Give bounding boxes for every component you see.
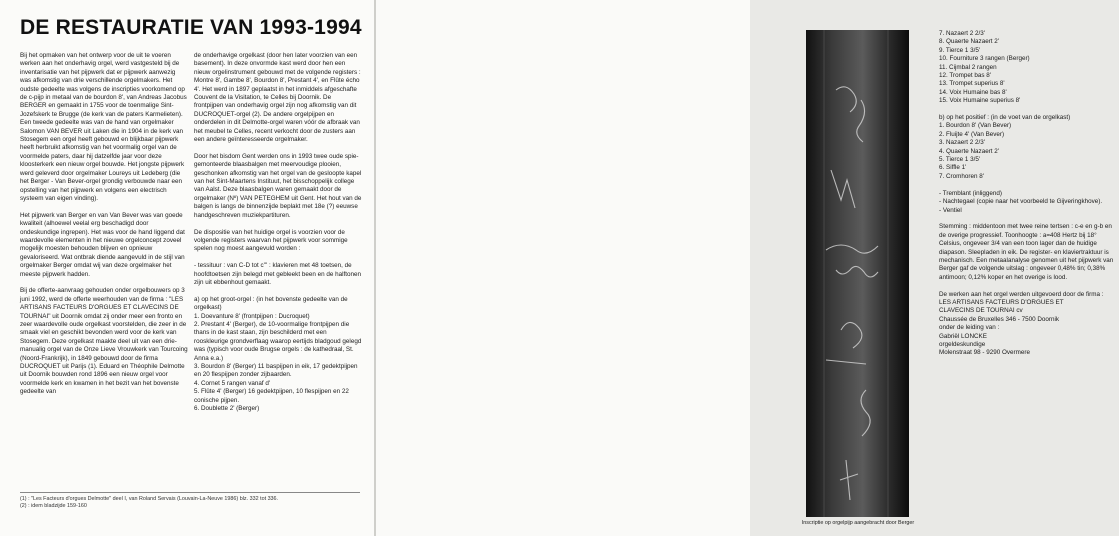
builder-address	[939, 299, 1119, 358]
left-page	[0, 0, 374, 536]
paragraph: Bij de offerte-aanvraag gehouden onder orgelbouwers op 3 juni 1992, werd de offerte weerhouden van de firma : "LES ARTISANS FACTEURS D'ORGUES ET CLAVECINS DE TOURNAI" uit Doornik omdat zij onder meer een fronto en zeer waardevolle oude orgelkast voorstelden, die zeer in de smaak viel en geschikt bevonden werd voor de kerk van Stosegem. Deze orgelkast maakte deel uit van een drie-manualig orgel van de Onze Lieve Vrouwkerk van Tourcoing (Noord-Frankrijk), in 1849 gebouwd door de firma DUCROQUET uit Parijs (1). Eduard en Théophile Delmotte uit Doornik bouwden rond 1896 een nieuw orgel voor voormelde kerk en kwamen in het bezit van het bovenste gedeelte van	[20, 287, 188, 396]
stop-item: 7. Cromhoren 8'	[939, 172, 984, 180]
extra-stops	[939, 190, 1119, 215]
stop-item: 2. Fluijte 4' (Van Bever)	[939, 130, 1005, 138]
paragraph: de onderhavige orgelkast (door hen later voorzien van een basement). In deze onvormde kast werd door hen een nieuw orgelinstrument gebouwd met de volgende registers : Montre 8', Gambe 8', Bourdon 8', Prestant 4', en Flûte écho 4'. Het werd in 1897 geplaatst in het inmiddels afgeschafte Couvent de la Visitation, te Celles bij Doornik. De frontpijpen van onderhavig orgel zijn nog afkomstig van dit DUCROQUET-orgel (2). De andere orgelpijpen en onderdelen in dit Delmotte-orgel waren vóór de afbraak van het meubel te Celles, recent verkocht door de zusters aan een andere geïnteresseerde orgelmaker.	[194, 52, 361, 144]
stop-item: 6. Siffle 1'	[939, 164, 967, 172]
builder-line: Molenstraat 98 - 9290 Overmere	[939, 349, 1030, 357]
builder-line: orgeldeskundige	[939, 340, 986, 348]
stop-item: 10. Fourniture 3 rangen (Berger)	[939, 55, 1030, 63]
positive-stops	[939, 122, 1119, 181]
page-title: DE RESTAURATIE VAN 1993-1994	[20, 16, 362, 39]
organ-pipe-photo	[806, 30, 909, 517]
paragraph: Het pijpwerk van Berger en van Van Bever was van goede kwaliteit (alhoewel veelal erg beschadigd door ondeskundige ingrepen). Het was voor de hand liggend dat waardevolle elementen in het nieuwe orgelconcept zoveel mogelijk moesten behouden blijven en opnieuw gevaloriseerd. Wat ontbrak diende aangevuld in de stijl van orgelmaker Berger omdat wij van deze orgelmaker het meeste pijpwerk hadden.	[20, 211, 185, 278]
builder-line: onder de leiding van :	[939, 324, 1000, 332]
stop-item: 7. Nazaert 2 2/3'	[939, 30, 986, 37]
stop-item: 8. Quaerte Nazaert 2'	[939, 38, 1000, 46]
stop-item: 1. Bourdon 8' (Van Bever)	[939, 122, 1012, 130]
paragraph: - tessituur : van C-D tot c''' : klavieren met 48 toetsen, de hoofdtoetsen zijn belegd met gebleekt been en de halftonen zijn uit ebbenhout gemaakt.	[194, 262, 361, 286]
great-organ-stops-continued	[939, 30, 1119, 106]
stop-item: 4. Quaerte Nazaert 2'	[939, 147, 1000, 155]
builder-line: CLAVECINS DE TOURNAI cv	[939, 307, 1023, 315]
left-column-1	[20, 52, 188, 405]
stop-item: 11. Cijmbal 2 rangen	[939, 63, 997, 71]
left-column-2	[194, 52, 362, 422]
stop-item: 2. Prestant 4' (Berger), de 10-voormalige frontpijpen die thans in de kast staan, zijn beschilderd met een rooskleurige grondverflaag waarop eertijds bladgoud gelegd was (typisch voor oude Brugse orgels : de kathedraal, St. Anna e.a.)	[194, 320, 362, 362]
extra-item: - Ventiel	[939, 206, 962, 214]
positive-heading: b) op het positief : (in de voet van de orgelkast)	[939, 114, 1071, 122]
extra-item: - Nachtegael (copie naar het voorbeeld te Gijveringkhove).	[939, 198, 1103, 206]
footnotes	[20, 492, 360, 511]
builder-line: LES ARTISANS FACTEURS D'ORGUES ET	[939, 298, 1064, 306]
stop-item: 4. Cornet 5 rangen vanaf d'	[194, 379, 271, 387]
footnote: (2) : idem bladzijde 159-160	[20, 503, 87, 510]
stop-item: 9. Tierce 1 3/5'	[939, 46, 981, 54]
photo-caption: Inscriptie op orgelpijp aangebracht door Berger	[801, 520, 915, 526]
builder-line: Gabriël LONCKE	[939, 332, 987, 340]
stop-item: 14. Voix Humaine bas 8'	[939, 88, 1007, 96]
extra-item: - Tremblant (inliggend)	[939, 189, 1002, 197]
paragraph: Door het bisdom Gent werden ons in 1993 twee oude spie-gemonteerde blaasbalgen met meervoudige plooien, geschonken afkomstig van het orgel van de gesloopte kapel van het Sint-Maartens Instituut, het bisschoppelijk college van Aalst. Deze blaasbalgen waren gemaakt door de orgelmaker (Nº) VAN PETEGHEM uit Gent. Het hout van de balgen is langs de binnenzijde beplakt met 18e (?) eeuwse handgeschreven muziekpartituren.	[194, 152, 362, 219]
footnote: (1) : "Les Facteurs d'orgues Delmotte" deel I, van Roland Servais (Louvain-La-Neuve 1986) blz. 332 tot 336.	[20, 496, 279, 502]
stop-item: 5. Flûte 4' (Berger) 16 gedektpijpen, 10 flespijpen en 22 conische pijpen.	[194, 388, 349, 404]
stop-item: 6. Doublette 2' (Berger)	[194, 405, 260, 412]
great-organ-heading: a) op het groot-orgel : (in het bovenste gedeelte van de orgelkast)	[194, 295, 348, 312]
stop-item: 15. Voix Humaine superius 8'	[939, 97, 1021, 105]
right-page	[376, 0, 1114, 536]
builder-intro: De werken aan het orgel werden uitgevoerd door de firma :	[939, 290, 1104, 298]
stop-item: 1. Doevanture 8' (frontpijpen : Ducroquet)	[194, 312, 310, 320]
stop-item: 12. Trompet bas 8'	[939, 72, 991, 80]
builder-line: Chaussée de Bruxelles 346 - 7500 Doornik	[939, 315, 1060, 323]
stop-item: 13. Trompet superius 8'	[939, 80, 1005, 88]
great-organ-stops	[194, 313, 362, 414]
paragraph: De dispositie van het huidige orgel is voorzien voor de volgende registers waarvan het pijpwerk voor sommige spelen nog moest aangevuld worden :	[194, 228, 348, 253]
tuning-paragraph: Stemming : middentoon met twee reine tertsen : c-e en g-b en de overige progressief. Toonhoogte : a=408 Hertz bij 18° Celsius, ongeveer 3/4 van een toon lager dan de huidige diapason. Sleepladen in eik. De register- en klaviertraktuur is mechanisch. Een metaalanalyse genomen uit het pijpwerk van Berger gaf de volgende uitslag : ongeveer 0,48% tin; 0,38% antimoon; 0,12% koper en het overige is lood.	[939, 223, 1114, 281]
right-column	[939, 30, 1119, 358]
stop-item: 3. Nazaert 2 2/3'	[939, 139, 986, 147]
stop-item: 5. Tierce 1 3/5'	[939, 156, 981, 164]
stop-item: 3. Bourdon 8' (Berger) 11 baspijpen in eik, 17 gedektpijpen en 20 flespijpen zonder zijbaarden.	[194, 362, 358, 379]
paragraph: Bij het opmaken van het ontwerp voor de uit te voeren werken aan het onderhavig orgel, werd vastgesteld bij de inventarisatie van het pijpwerk dat er pijpwerk aanwezig was afkomstig van drie verschillende orgelmakers. Het oudste gedeelte was volgens de inscripties voorkomend op de c-pijp in metaal van de bourdon 8', van Andreas Jacobus BERGER en gemaakt in 1755 voor de toenmalige Sint-Jozefskerk te Brugge (de kerk van de paters Karmelieten). Een tweede gedeelte was van de hand van orgelmaker Salomon VAN BEVER uit Laken die in 1904 in de kerk van Stosegem een orgel heeft gebouwd en blijkbaar pijpwerk heeft herbruikt afkomstig van het voormalig orgel van de voormelde paters, daar hij datzelfde jaar voor deze kloosterkerk een nieuw orgel bouwde. Het jongste pijpwerk werd geleverd door orgelmaker Loureys uit Ledeberg (die het Berger - Van Bever-orgel grondig verbouwde naar een opstelling van het pijpwerk en volgens een electrisch systeem van eigen vinding).	[20, 52, 187, 202]
